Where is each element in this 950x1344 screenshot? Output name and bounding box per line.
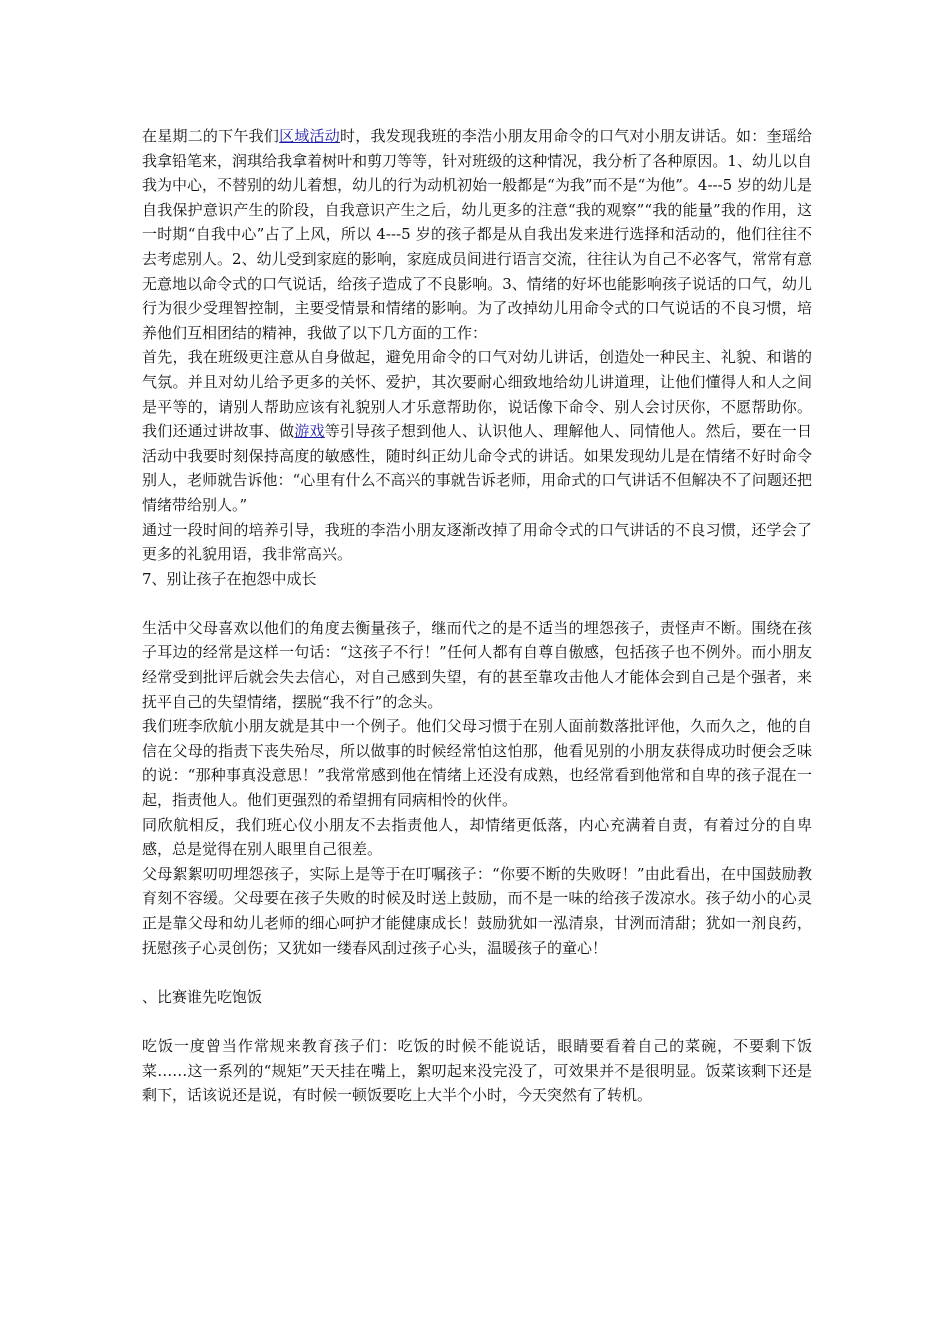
document-body (142, 124, 812, 1108)
link-area-activity[interactable]: 区域活动 (279, 127, 341, 145)
section-heading-7: 7、别让孩子在抱怨中成长 (142, 569, 317, 588)
paragraph-complaint: 生活中父母喜欢以他们的角度去衡量孩子，继而代之的是不适当的埋怨孩子，责怪声不断。围绕在孩子耳边的经常是这样一句话：“这孩子不行！”任何人都有自尊自傲感，包括孩子也不例外。而小朋友经常受到批评后就会失去信心，对自己感到失望，有的甚至靠攻击他人才能体会到自己是个强者，来抚平自己的失望情绪，摆脱“我不行”的念头。 (142, 618, 812, 711)
blank-line (142, 591, 812, 616)
paragraph-encouragement: 父母絮絮叨叨埋怨孩子，实际上是等于在叮嘱孩子：“你要不断的失败呀！”由此看出，在中国鼓励教育刻不容缓。父母要在孩子失败的时候及时送上鼓励，而不是一味的给孩子泼凉水。孩子幼小的心灵正是靠父母和幼儿老师的细心呵护才能健康成长！鼓励犹如一泓清泉，甘洌而清甜；犹如一剂良药，抚慰孩子心灵创伤；又犹如一缕春风刮过孩子心头，温暖孩子的童心！ (142, 864, 812, 957)
paragraph-contrast: 同欣航相反，我们班心仪小朋友不去指责他人，却情绪更低落，内心充满着自责，有着过分的自卑感，总是觉得在别人眼里自己很差。 (142, 815, 812, 859)
paragraph-measures: 首先，我在班级更注意从自身做起，避免用命令的口气对幼儿讲话，创造处一种民主、礼貌、和谐的气氛。并且对幼儿给予更多的关怀、爱护，其次要耐心细致地给幼儿讲道理，让他们懂得人和人之间是平等的，请别人帮助应该有礼貌别人才乐意帮助你，说话像下命令、别人会讨厌你，不愿帮助你。我们还通过讲故事、做游戏等引导孩子想到他人、认识他人、理解他人、同情他人。然后，要在一日活动中我要时刻保持高度的敏感性，随时纠正幼儿命令式的讲话。如果发现幼儿是在情绪不好时命令别人，老师就告诉他：“心里有什么不高兴的事就告诉老师，用命式的口气讲话不但解决不了问题还把情绪带给别人。” (142, 348, 812, 514)
blank-line (142, 1009, 812, 1034)
section-heading-8: 、比赛谁先吃饱饭 (142, 987, 263, 1006)
paragraph-result: 通过一段时间的培养引导，我班的李浩小朋友逐渐改掉了用命令式的口气讲话的不良习惯，还学会了更多的礼貌用语，我非常高兴。 (142, 520, 812, 564)
paragraph-observation: 在星期二的下午我们区域活动时，我发现我班的李浩小朋友用命令的口气对小朋友讲话。如：奎瑶给我拿铅笔来，润琪给我拿着树叶和剪刀等等，针对班级的这种情况，我分析了各种原因。1、幼儿以自我为中心，不替别的幼儿着想，幼儿的行为动机初始一般都是“为我”而不是“为他”。4---5 岁的幼儿是自我保护意识产生的阶段，自我意识产生之后，幼儿更多的注意“我的观察”“我的能量”我的作用，这一时期“自我中心”占了上风，所以 4---5 岁的孩子都是从自我出发来进行选择和活动的，他们往往不去考虑别人。2、幼儿受到家庭的影响，家庭成员间进行语言交流，往往认为自己不必客气，常常有意无意地以命令式的口气说话，给孩子造成了不良影响。3、情绪的好坏也能影响孩子说话的口气，幼儿行为很少受理智控制，主要受情景和情绪的影响。为了改掉幼儿用命令式的口气说话的不良习惯，培养他们互相团结的精神，我做了以下几方面的工作： (142, 127, 812, 342)
link-game[interactable]: 游戏 (294, 422, 325, 441)
blank-line (142, 960, 812, 985)
paragraph-example: 我们班李欣航小朋友就是其中一个例子。他们父母习惯于在别人面前数落批评他，久而久之，他的自信在父母的指责下丧失殆尽，所以做事的时候经常怕这怕那，他看见别的小朋友获得成功时便会乏味的说：“那种事真没意思！”我常常感到他在情绪上还没有成熟，也经常看到他常和自卑的孩子混在一起，指责他人。他们更强烈的希望拥有同病相怜的伙伴。 (142, 717, 812, 810)
paragraph-meal: 吃饭一度曾当作常规来教育孩子们：吃饭的时候不能说话，眼睛要看着自己的菜碗，不要剩下饭菜……这一系列的“规矩”天天挂在嘴上，絮叨起来没完没了，可效果并不是很明显。饭菜该剩下还是剩下，话该说还是说，有时候一顿饭要吃上大半个小时，今天突然有了转机。 (142, 1036, 812, 1105)
